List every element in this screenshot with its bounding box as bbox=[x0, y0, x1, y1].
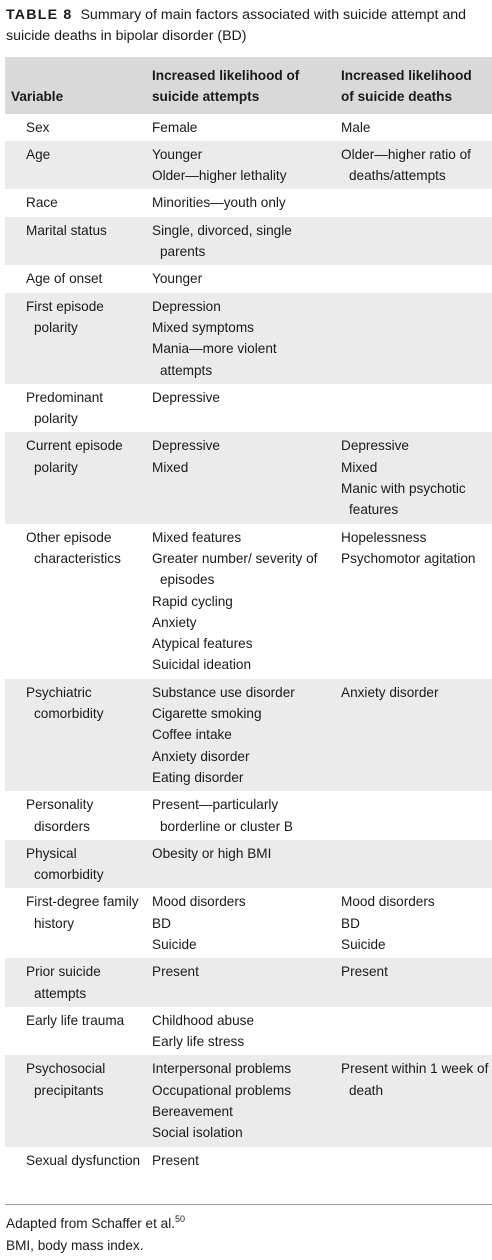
attempts-item: Suicidal ideation bbox=[152, 657, 251, 673]
cell-deaths bbox=[331, 217, 492, 266]
cell-deaths bbox=[331, 141, 492, 190]
attempts-item: Coffee intake bbox=[152, 727, 232, 743]
table-row bbox=[5, 1055, 492, 1146]
cell-variable bbox=[5, 791, 146, 840]
footnote-reference: 50 bbox=[175, 1214, 186, 1224]
cell-attempts bbox=[146, 141, 331, 190]
cell-deaths bbox=[331, 888, 492, 958]
cell-variable bbox=[5, 114, 146, 141]
variable-text: Other episode characteristics bbox=[26, 529, 121, 566]
table-title: Summary of main factors associated with suicide attempt and suicide deaths in bipolar disorder (BD) bbox=[6, 7, 467, 44]
header-deaths: Increased likelihood of suicide deaths bbox=[331, 57, 492, 114]
header-variable: Variable bbox=[5, 57, 146, 114]
attempts-item: Mixed features bbox=[152, 529, 242, 545]
table-header-row bbox=[5, 57, 492, 114]
variable-text: Race bbox=[26, 195, 58, 211]
cell-attempts bbox=[146, 1147, 331, 1174]
factors-table bbox=[5, 57, 492, 1174]
cell-variable bbox=[5, 384, 146, 433]
attempts-item: Rapid cycling bbox=[152, 593, 233, 609]
attempts-item: Obesity or high BMI bbox=[152, 845, 272, 861]
table-row bbox=[5, 432, 492, 523]
attempts-item: Present—particularly borderline or cluster B bbox=[152, 797, 293, 834]
cell-variable bbox=[5, 840, 146, 889]
attempts-item: Greater number/ severity of episodes bbox=[152, 550, 318, 588]
deaths-item: Mixed bbox=[341, 459, 378, 475]
cell-variable bbox=[5, 432, 146, 523]
attempts-item: Social isolation bbox=[152, 1125, 243, 1141]
footnote-source bbox=[6, 1213, 185, 1234]
cell-variable bbox=[5, 679, 146, 791]
variable-text: Age of onset bbox=[26, 271, 103, 287]
attempts-item: Depression bbox=[152, 298, 221, 314]
cell-variable bbox=[5, 141, 146, 190]
attempts-item: BD bbox=[152, 915, 171, 931]
cell-variable bbox=[5, 217, 146, 266]
attempts-item: Eating disorder bbox=[152, 769, 244, 785]
footnote-source-text: Adapted from Schaffer et al. bbox=[6, 1216, 176, 1231]
variable-text: First-degree family history bbox=[26, 894, 139, 931]
attempts-item: Minorities—youth only bbox=[152, 195, 286, 211]
cell-attempts bbox=[146, 432, 331, 523]
cell-deaths bbox=[331, 679, 492, 791]
cell-variable bbox=[5, 293, 146, 384]
attempts-item: Mood disorders bbox=[152, 894, 246, 910]
deaths-item: Psychomotor agitation bbox=[341, 550, 476, 566]
cell-attempts bbox=[146, 114, 331, 141]
cell-variable bbox=[5, 958, 146, 1007]
table-row bbox=[5, 524, 492, 679]
attempts-item: Younger bbox=[152, 146, 203, 162]
deaths-item: Hopelessness bbox=[341, 529, 427, 545]
deaths-item: Depressive bbox=[341, 438, 409, 454]
attempts-item: Depressive bbox=[152, 389, 220, 405]
cell-variable bbox=[5, 265, 146, 292]
deaths-item: Older—higher ratio of deaths/attempts bbox=[341, 146, 471, 184]
attempts-item: Present bbox=[152, 1152, 199, 1168]
table-row bbox=[5, 217, 492, 266]
cell-attempts bbox=[146, 1055, 331, 1146]
table-row bbox=[5, 114, 492, 141]
cell-attempts bbox=[146, 189, 331, 216]
cell-attempts bbox=[146, 958, 331, 1007]
cell-deaths bbox=[331, 189, 492, 216]
attempts-item: Suicide bbox=[152, 936, 197, 952]
table-body bbox=[5, 114, 492, 1174]
cell-deaths bbox=[331, 293, 492, 384]
cell-deaths bbox=[331, 114, 492, 141]
attempts-item: Anxiety disorder bbox=[152, 748, 250, 764]
cell-attempts bbox=[146, 888, 331, 958]
attempts-item: Childhood abuse bbox=[152, 1012, 255, 1028]
cell-variable bbox=[5, 1055, 146, 1146]
attempts-item: Older—higher lethality bbox=[152, 168, 287, 184]
table-row bbox=[5, 384, 492, 433]
table-row bbox=[5, 293, 492, 384]
table-row bbox=[5, 888, 492, 958]
variable-text: Prior suicide attempts bbox=[26, 964, 101, 1001]
variable-text: Psychosocial precipitants bbox=[26, 1061, 106, 1098]
table-label: TABLE 8 bbox=[6, 7, 73, 23]
deaths-item: Anxiety disorder bbox=[341, 684, 439, 700]
variable-text: Marital status bbox=[26, 222, 107, 238]
variable-text: Psychiatric comorbidity bbox=[26, 684, 104, 722]
cell-deaths bbox=[331, 1055, 492, 1146]
cell-attempts bbox=[146, 679, 331, 791]
deaths-item: Present within 1 week of death bbox=[341, 1061, 489, 1098]
cell-deaths bbox=[331, 432, 492, 523]
table-row bbox=[5, 189, 492, 216]
cell-variable bbox=[5, 524, 146, 679]
header-attempts: Increased likelihood of suicide attempts bbox=[146, 57, 331, 114]
variable-text: Physical comorbidity bbox=[26, 845, 104, 883]
cell-attempts bbox=[146, 524, 331, 679]
table-row bbox=[5, 958, 492, 1007]
cell-deaths bbox=[331, 265, 492, 292]
table-caption bbox=[6, 5, 488, 47]
cell-attempts bbox=[146, 265, 331, 292]
attempts-item: Interpersonal problems bbox=[152, 1061, 292, 1077]
cell-deaths bbox=[331, 1147, 492, 1174]
table-row bbox=[5, 141, 492, 190]
cell-attempts bbox=[146, 1007, 331, 1056]
footnote-abbreviation: BMI, body mass index. bbox=[6, 1238, 144, 1253]
deaths-item: Manic with psychotic features bbox=[341, 481, 466, 518]
variable-text: Age bbox=[26, 146, 51, 162]
table-bottom-rule bbox=[5, 1204, 492, 1205]
deaths-item: BD bbox=[341, 915, 360, 931]
table-row bbox=[5, 1147, 492, 1174]
attempts-item: Occupational problems bbox=[152, 1082, 292, 1098]
cell-variable bbox=[5, 1007, 146, 1056]
cell-deaths bbox=[331, 524, 492, 679]
attempts-item: Mixed symptoms bbox=[152, 319, 254, 335]
table-row bbox=[5, 265, 492, 292]
cell-deaths bbox=[331, 384, 492, 433]
cell-deaths bbox=[331, 840, 492, 889]
attempts-item: Substance use disorder bbox=[152, 684, 295, 700]
variable-text: First episode polarity bbox=[26, 298, 104, 335]
variable-text: Early life trauma bbox=[26, 1012, 125, 1028]
cell-attempts bbox=[146, 217, 331, 266]
attempts-item: Younger bbox=[152, 271, 203, 287]
attempts-item: Anxiety bbox=[152, 614, 197, 630]
variable-text: Personality disorders bbox=[26, 797, 94, 834]
cell-deaths bbox=[331, 791, 492, 840]
attempts-item: Early life stress bbox=[152, 1034, 245, 1050]
attempts-item: Bereavement bbox=[152, 1104, 233, 1120]
table-row bbox=[5, 679, 492, 791]
variable-text: Current episode polarity bbox=[26, 438, 123, 475]
deaths-item: Suicide bbox=[341, 936, 386, 952]
table-row bbox=[5, 791, 492, 840]
cell-attempts bbox=[146, 293, 331, 384]
deaths-item: Male bbox=[341, 119, 371, 135]
attempts-item: Mixed bbox=[152, 459, 189, 475]
table-row bbox=[5, 840, 492, 889]
cell-variable bbox=[5, 189, 146, 216]
table-row bbox=[5, 1007, 492, 1056]
cell-deaths bbox=[331, 958, 492, 1007]
attempts-item: Female bbox=[152, 119, 198, 135]
attempts-item: Depressive bbox=[152, 438, 220, 454]
attempts-item: Atypical features bbox=[152, 636, 253, 652]
deaths-item: Present bbox=[341, 964, 388, 980]
variable-text: Predominant polarity bbox=[26, 389, 104, 427]
cell-attempts bbox=[146, 840, 331, 889]
attempts-item: Present bbox=[152, 964, 199, 980]
cell-attempts bbox=[146, 384, 331, 433]
attempts-item: Single, divorced, single parents bbox=[152, 222, 292, 260]
attempts-item: Mania—more violent attempts bbox=[152, 341, 277, 378]
cell-variable bbox=[5, 888, 146, 958]
cell-variable bbox=[5, 1147, 146, 1174]
variable-text: Sex bbox=[26, 119, 50, 135]
deaths-item: Mood disorders bbox=[341, 894, 435, 910]
cell-attempts bbox=[146, 791, 331, 840]
cell-deaths bbox=[331, 1007, 492, 1056]
variable-text: Sexual dysfunction bbox=[26, 1152, 141, 1168]
attempts-item: Cigarette smoking bbox=[152, 706, 262, 722]
